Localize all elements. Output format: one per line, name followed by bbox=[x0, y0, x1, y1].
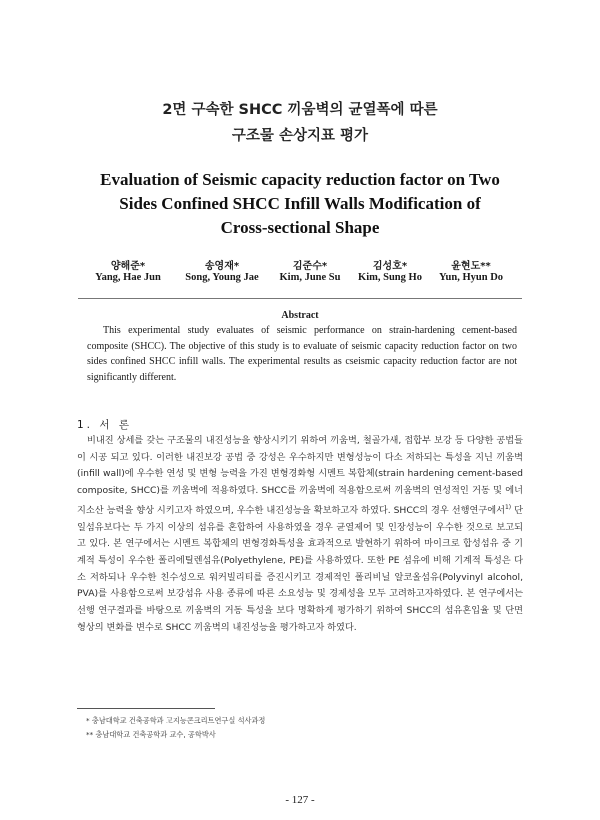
english-title-line-3: Cross-sectional Shape bbox=[220, 218, 380, 237]
korean-title-line-1: 2면 구속한 SHCC 끼움벽의 균열폭에 따른 bbox=[162, 102, 438, 118]
author-name-korean: 김준수* bbox=[292, 261, 328, 272]
paragraph-text-part-2: 단일섬유보다는 두 가지 이상의 섬유를 혼합하여 사용하였을 경우 균열제어 및 인장성능이 우수한 것으로 보고되고 있다. 본 연구에서는 시멘트 복합체의 변형경화특성을 효과적으로 발현하기 위하여 마이크로 합성섬유 중 기계적 특성이 우수한 폴리에틸렌섬유(Polyethylene, PE)를 사용하였다. 또한 PE 섬유에 비해 기계적 특성은 다소 저하되나 우수한 친수성으로 워커빌리티를 증진시키고 경제적인 폴리비닐 알코올섬유(Polyvinyl alcohol, PVA)를 사용함으로써 보강섬유 사용 종류에 따른 소요성능 및 경제성을 모두 고려하고자하였다. 본 연구에서는 선행 연구결과를 바탕으로 끼움벽의 거동 특성을 보다 명확하게 평가하기 위하여 SHCC의 섬유혼입율 및 단면 형상의 변화를 변수로 SHCC 끼움벽의 내진성능을 평가하고자 하였다. bbox=[77, 504, 524, 633]
author-name-korean: 윤현도** bbox=[451, 261, 491, 272]
author-name-korean: 양해준* bbox=[110, 261, 146, 272]
author-name-english: Kim, June Su bbox=[279, 272, 341, 283]
author-name-english: Song, Young Jae bbox=[185, 272, 259, 283]
author-name-english: Yang, Hae Jun bbox=[95, 272, 161, 283]
author-2 bbox=[172, 257, 272, 283]
english-title-line-2: Sides Confined SHCC Infill Walls Modification of bbox=[119, 194, 481, 213]
author-1 bbox=[78, 257, 178, 283]
footnote-divider bbox=[77, 708, 215, 709]
english-title-line-1: Evaluation of Seismic capacity reduction factor on Two bbox=[100, 170, 500, 189]
author-name-english: Yun, Hyun Do bbox=[438, 272, 504, 283]
author-list bbox=[0, 257, 600, 297]
abstract-text: This experimental study evaluates of seismic performance on strain-hardening cement-based composite (SHCC). The objective of this study is to evaluate of seismic capacity reduction factor on two sides confined SHCC infill walls. The experimental results as cseismic capacity reduction factor are not significantly different. bbox=[87, 325, 517, 383]
author-name-korean: 송영재* bbox=[204, 261, 240, 272]
korean-title-line-2: 구조물 손상지표 평가 bbox=[231, 128, 369, 144]
footnote-affiliation-1: * 충남대학교 건축공학과 고지능콘크리트연구실 석사과정 bbox=[86, 716, 266, 725]
abstract-heading: Abstract bbox=[281, 310, 319, 321]
author-name-korean: 김성호* bbox=[372, 261, 408, 272]
footnote-affiliation-2: ** 충남대학교 건축공학과 교수, 공학박사 bbox=[86, 730, 216, 739]
author-name-english: Kim, Sung Ho bbox=[358, 272, 422, 283]
page-number: - 127 - bbox=[285, 794, 315, 806]
paragraph-text-part-1: 비내진 상세를 갖는 구조물의 내진성능을 향상시키기 위하여 끼움벽, 철골가새, 접합부 보강 등 다양한 공법들이 시공 되고 있다. 이러한 내진보강 공법 중 강성은 우수하지만 변형성능이 다소 저하되는 특성을 지닌 끼움벽(infill wall)에 우수한 연성 및 변형 능력을 가진 변형경화형 시멘트 복합체(strain hardening cement-based composite, SHCC)를 끼움벽에 적용하였다. SHCC를 끼움벽에 적용함으로써 끼움벽의 연성적인 거동 및 에너지소산 능력을 향상 시키고자 하였으며, 우수한 내진성능을 확보하고자 하였다. SHCC의 경우 선행연구에서 bbox=[77, 435, 523, 516]
author-5 bbox=[421, 257, 521, 283]
citation-marker: 1) bbox=[504, 503, 512, 511]
introduction-paragraph bbox=[77, 433, 523, 637]
section-heading-introduction: 1. 서 론 bbox=[77, 419, 132, 431]
divider-rule bbox=[78, 298, 522, 299]
